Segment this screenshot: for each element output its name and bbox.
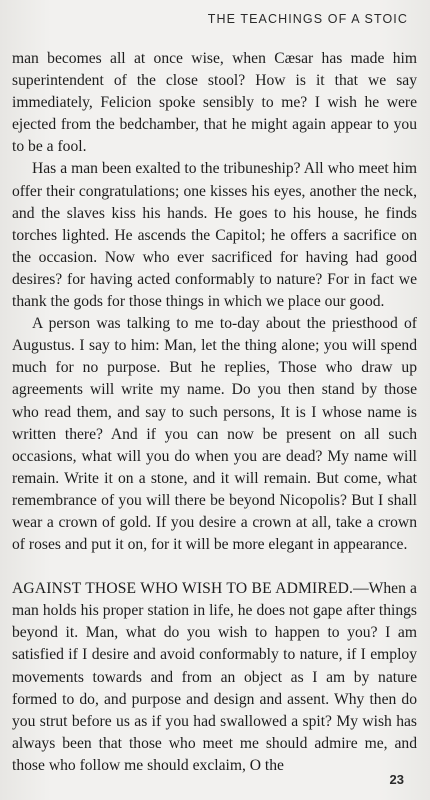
paragraph-priesthood: A person was talking to me to-day about the priesthood of Augustus. I say to him: Man, let the thing alone; you will spend much for no purpose. But he replies, Those who draw up agreements will write my name. Do you then stand by those who read them, and say to such persons, It is I whose name is written there? And if you can now be present on all such occasions, what will you do when you are dead? My name will remain. Write it on a stone, and it will remain. But come, what remembrance of you will there be beyond Nicopolis? But I shall wear a crown of gold. If you desire a crown at all, take a crown of roses and put it on, for it will be more elegant in appearance. [12,315,417,554]
paragraph-tribuneship: Has a man been exalted to the tribuneship? All who meet him offer their congratulations; one kisses his eyes, another the neck, and the slaves kiss his hands. He goes to his house, he finds torches lighted. He ascends the Capitol; he offers a sacrifice on the occasion. Now who ever sacrificed for having had good desires? for having acted conformably to nature? For in fact we thank the gods for those things in which we place our good. [12,160,417,311]
running-head: THE TEACHINGS OF A STOIC [207,12,408,26]
body-text [12,48,417,777]
section-break [12,556,417,578]
section-text: —When a man holds his proper station in life, he does not gape after things beyond it. Man, what do you wish to happen to you? I am satisfied if I desire and avoid conformably to nature, if I employ movements towards and from an object as I am by nature formed to do, and purpose and design and assent. Why then do you strut before us as if you had swallowed a spit? My wish has always been that those who meet me should admire me, and those who follow me should exclaim, O the [12,580,417,774]
section-paragraph [12,578,417,777]
paragraph-continued: man becomes all at once wise, when Cæsar has made him superintendent of the close stool? How is it that we say immediately, Felicion spoke sensibly to me? I wish he were ejected from the bedchamber, that he might again appear to you to be a fool. [12,50,417,156]
section-heading: AGAINST THOSE WHO WISH TO BE ADMIRED. [12,580,354,598]
page-number: 23 [389,772,404,787]
